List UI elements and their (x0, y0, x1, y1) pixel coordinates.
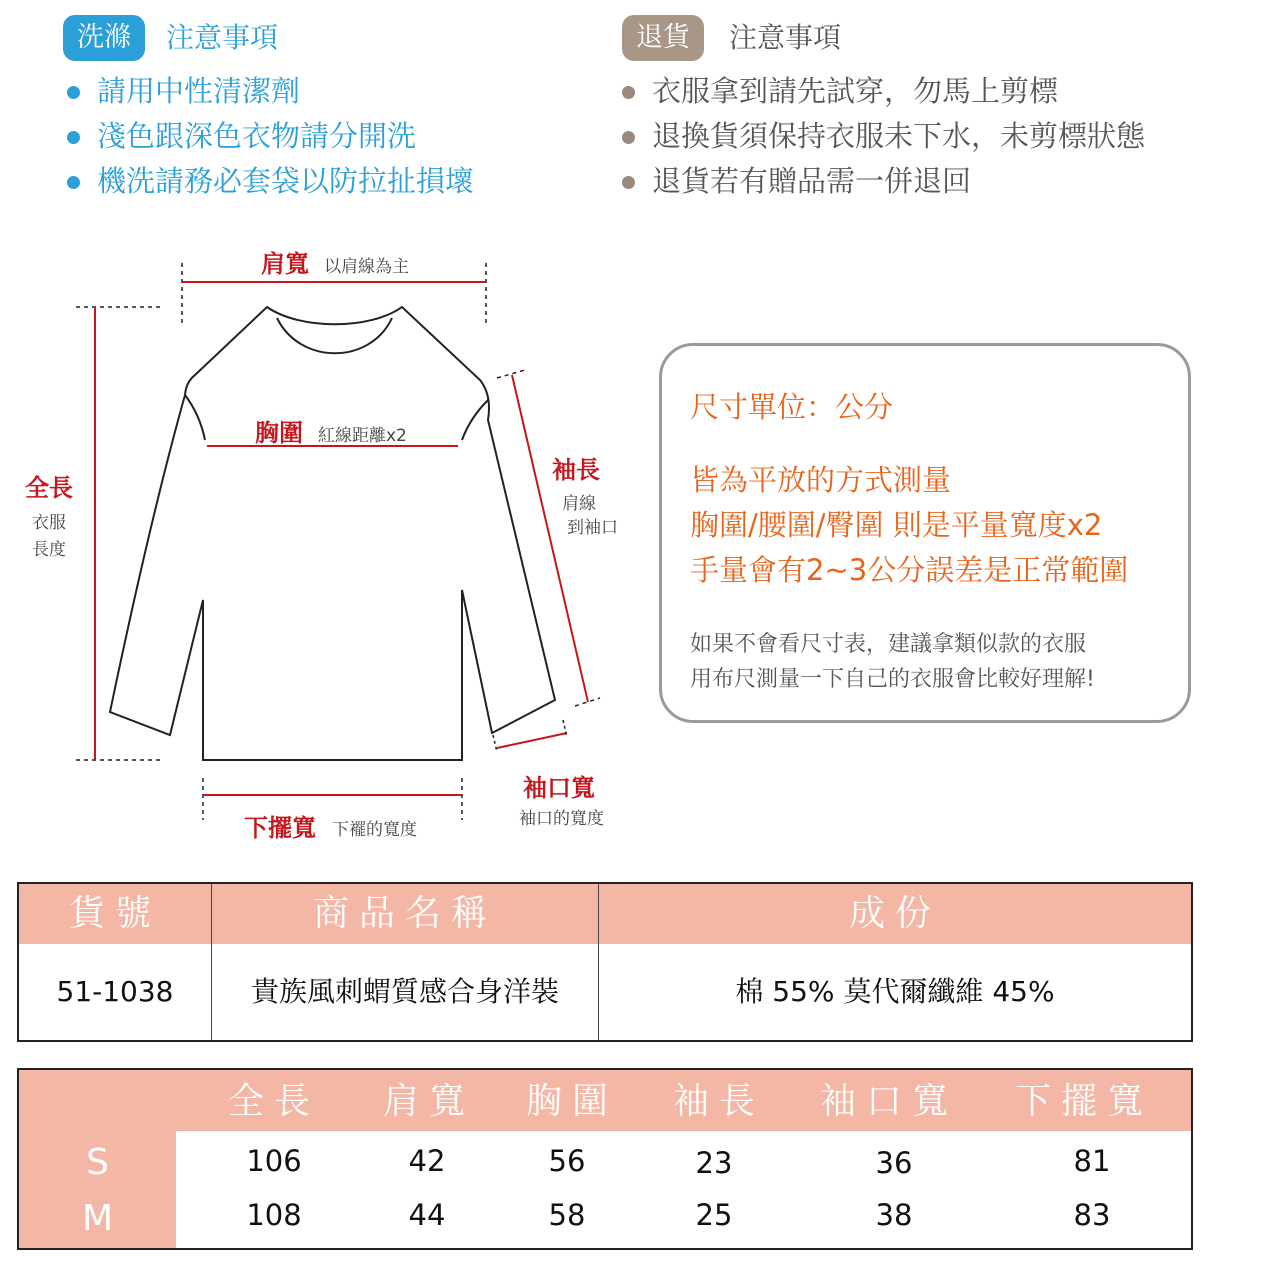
length-note-2: 長度 (32, 540, 66, 560)
sleeve-label: 袖長 (552, 456, 600, 484)
length-note-1: 衣服 (32, 513, 66, 533)
size-m-chest: 58 (548, 1198, 586, 1232)
size-s-chest: 56 (548, 1144, 586, 1178)
material-value: 棉 55% 莫代爾纖維 45% (735, 975, 1055, 1008)
cuff-note: 袖口的寬度 (519, 809, 604, 829)
size-table (17, 1068, 1193, 1250)
info-line-1: 皆為平放的方式測量 (690, 463, 952, 497)
header-name: 商品名稱 (211, 884, 599, 944)
sleeve-note-2: 到袖口 (567, 518, 618, 538)
chest-note: 紅線距離x2 (318, 426, 407, 446)
size-m-sleeve: 25 (695, 1198, 733, 1232)
size-m-cuff: 38 (875, 1198, 913, 1232)
info-line-3: 手量會有2~3公分誤差是正常範圍 (690, 553, 1129, 587)
unit-text: 尺寸單位：公分 (690, 390, 894, 424)
size-s-sleeve: 23 (695, 1146, 733, 1180)
size-s-cuff: 36 (875, 1146, 913, 1180)
sku-value: 51-1038 (56, 975, 174, 1008)
returns-item: 退貨若有贈品需一併退回 (622, 159, 1145, 204)
product-table (17, 882, 1193, 1042)
header-chest: 胸圍 (525, 1081, 618, 1122)
wash-item: 請用中性清潔劑 (67, 69, 474, 114)
size-m-label: M (81, 1198, 114, 1239)
returns-badge: 退貨 (622, 15, 704, 61)
returns-item: 衣服拿到請先試穿，勿馬上剪標 (622, 69, 1145, 114)
product-name-value: 貴族風刺蝟質感合身洋裝 (250, 975, 559, 1008)
size-m-hem: 83 (1073, 1198, 1111, 1232)
size-m-length: 108 (246, 1198, 302, 1232)
header-cuff: 袖口寬 (819, 1081, 958, 1122)
returns-item: 退換貨須保持衣服未下水，未剪標狀態 (622, 114, 1145, 159)
wash-badge: 洗滌 (63, 15, 145, 61)
shoulder-label: 肩寬 (261, 250, 309, 278)
size-s-label: S (86, 1142, 109, 1183)
size-s-shoulder: 42 (408, 1144, 446, 1178)
shirt-outline-icon (110, 307, 555, 760)
sleeve-note-1: 肩線 (562, 494, 596, 514)
wash-title: 注意事項 (166, 21, 279, 54)
info-line-2: 胸圍/腰圍/臀圍 則是平量寬度x2 (690, 508, 1103, 542)
header-hem: 下擺寬 (1014, 1081, 1153, 1122)
wash-item: 機洗請務必套袋以防拉扯損壞 (67, 159, 474, 204)
returns-list (622, 69, 1145, 204)
shoulder-note: 以肩線為主 (324, 257, 409, 277)
length-label: 全長 (25, 474, 73, 502)
header-shoulder: 肩寬 (382, 1081, 475, 1122)
hem-note: 下襬的寬度 (332, 820, 417, 840)
cuff-label: 袖口寬 (523, 774, 595, 802)
returns-title: 注意事項 (729, 21, 842, 54)
size-s-length: 106 (246, 1144, 302, 1178)
size-s-hem: 81 (1073, 1144, 1111, 1178)
header-sleeve: 袖長 (672, 1081, 765, 1122)
size-m-shoulder: 44 (408, 1198, 446, 1232)
header-sku: 貨號 (19, 884, 211, 944)
header-length: 全長 (227, 1081, 320, 1122)
header-material: 成份 (599, 884, 1191, 944)
hem-label: 下擺寬 (244, 814, 316, 842)
chest-label: 胸圍 (255, 419, 303, 447)
info-note-1: 如果不會看尺寸表，建議拿類似款的衣服 (690, 632, 1087, 657)
wash-item: 淺色跟深色衣物請分開洗 (67, 114, 474, 159)
info-note-2: 用布尺測量一下自己的衣服會比較好理解! (690, 667, 1095, 692)
